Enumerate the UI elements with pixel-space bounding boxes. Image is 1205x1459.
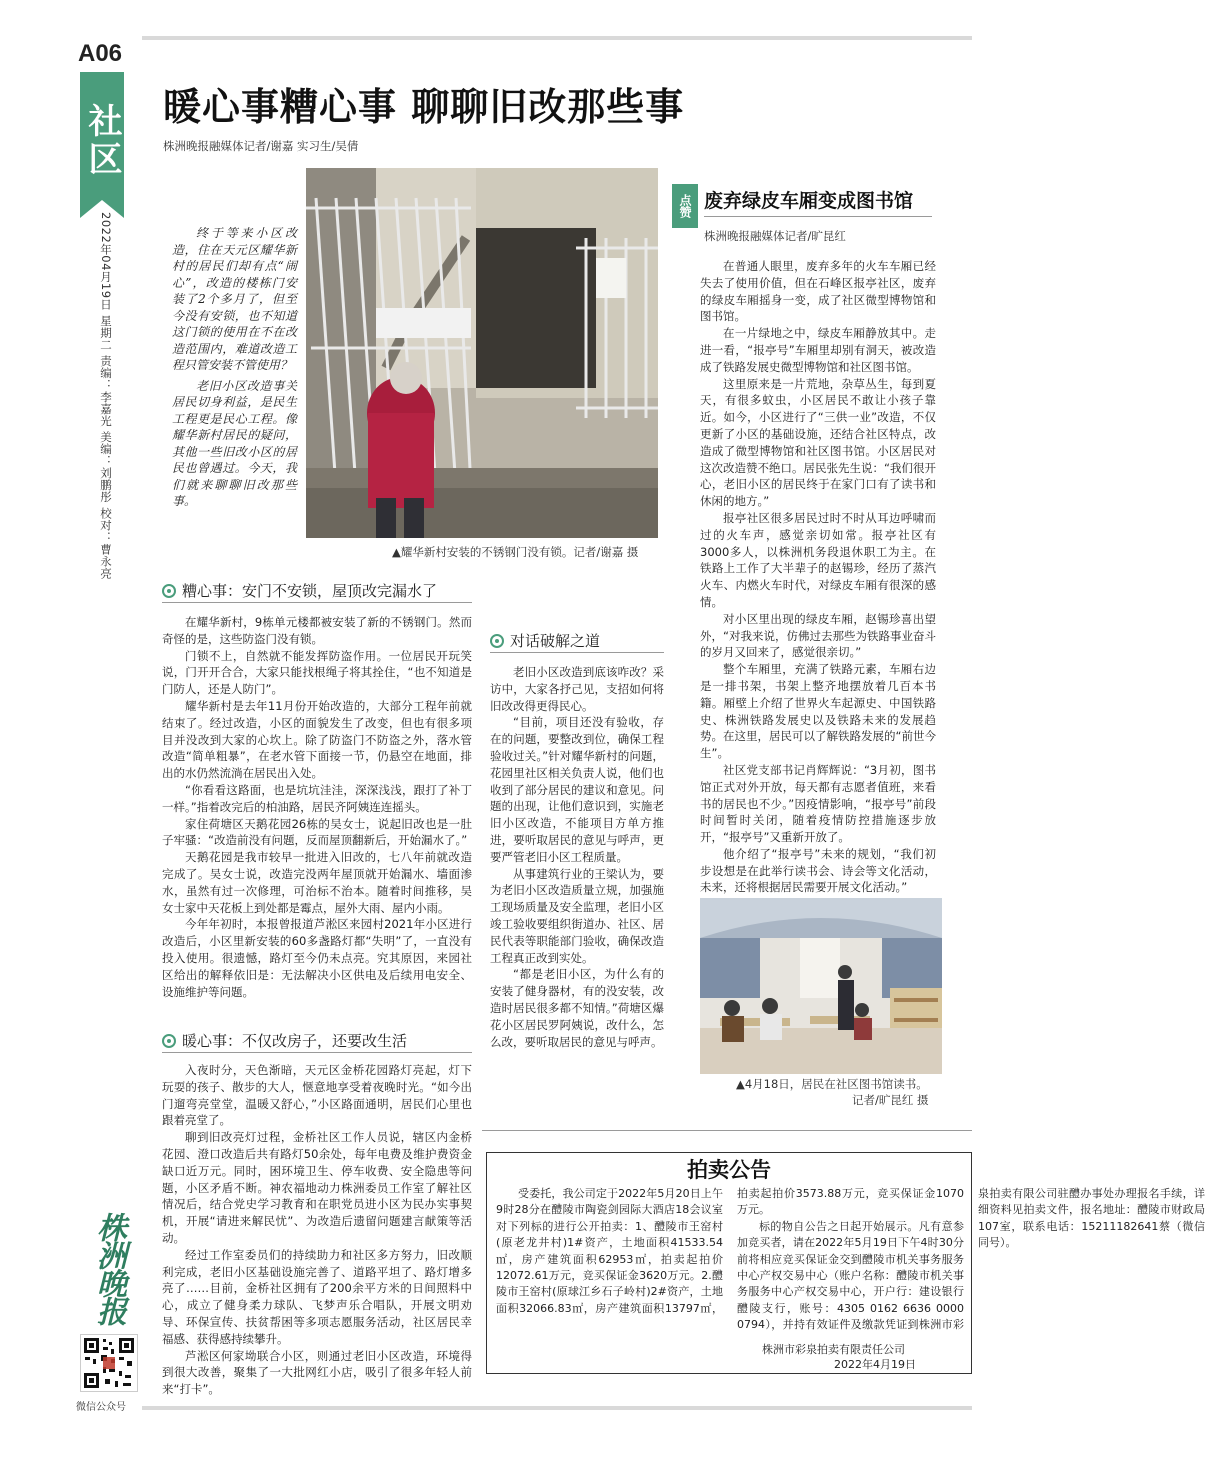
paragraph: 他介绍了“报亭号”未来的规划，“我们初步设想是在此举行读书会、诗会等文化活动，未来，还将根据居民需要开展文化活动。” [700, 846, 936, 895]
qr-code[interactable] [80, 1334, 138, 1392]
paragraph: 在一片绿地之中，绿皮车厢静放其中。走进一看，“报亭号”车厢里却别有洞天，被改造成了铁路发展史微型博物馆和社区图书馆。 [700, 326, 936, 374]
top-rule [142, 36, 972, 40]
paragraph: 经过工作室委员们的持续助力和社区多方努力，旧改顺利完成，老旧小区基础设施完善了、道路平坦了、路灯增多亮了……目前，金桥社区拥有了200余平方米的日间照料中心，成立了健身柔力球队、飞梦声乐合唱队，开展文明劝导、环保宣传、扶贫帮困等多项志愿服务活动，社区居民幸福感、获得感持续攀升。 [162, 1247, 472, 1346]
sidebar-divider [704, 216, 932, 217]
paragraph: 聊到旧改亮灯过程，金桥社区工作人员说，辖区内金桥花园、澄口改造后共有路灯50余处，每年电费及维护费资金缺口近万元。同时，困环境卫生、停车收费、安全隐患等问题，小区矛盾不断。神农福地动力株洲委员工作室了解社区情况后，结合党史学习教育和在职党员进小区为民办实事契机，开展“请进来解民忧”、为改造后遗留问题建言献策等活动。 [162, 1130, 472, 1245]
article-byline: 株洲晚报融媒体记者/谢嘉 实习生/吴倩 [163, 139, 359, 153]
section-heading-text: 暖心事：不仅改房子，还要改生活 [182, 1032, 408, 1050]
paragraph: 今年年初时，本报曾报道芦淞区来园村2021年小区进行改造后，小区里新安装的60多盏路灯都“失明”了，一直没有投入使用。很遗憾，路灯至今仍未点亮。究其原因，来园社区给出的解释依旧是：无法解决小区供电及后续用电安全、设施维护等问题。 [162, 917, 472, 999]
intro-paragraph: 老旧小区改造事关居民切身利益，是民生工程更是民心工程。像耀华新村居民的疑问，其他一些旧改小区的居民也曾遇过。今天，我们就来聊聊旧改那些事。 [172, 378, 297, 508]
paragraph: 受委托，我公司定于2022年5月20日上午9时28分在醴陵市陶瓷剑园际大酒店18会议室对下列标的进行公开拍卖：1、醴陵市王窑村(原老龙井村)1#资产，土地面积41533.54㎡，房产建筑面积62953㎡，拍卖起拍价12072.61万元，竞买保证金3620万元。2.醴陵市王窑村(原球江乡石子岭村)2#资产，土地面积32066.83㎡，房产建筑面积13797㎡，拍卖起拍价3573.88万元，竞买保证金1070万元。 [496, 1187, 964, 1315]
paragraph: 这里原来是一片荒地，杂草丛生，每到夏天，有很多蚊虫，小区居民不敢让小孩子靠近。如今，小区进行了“三供一业”改造，不仅更新了小区的基础设施，还结合社区特点，改造成了微型博物馆和社区图书馆。小区居民对这次改造赞不绝口。居民张先生说：“我们很开心，老旧小区的居民终于在家门口有了读书和休闲的地方。” [700, 376, 936, 509]
paragraph: 芦淞区何家坳联合小区，则通过老旧小区改造，环境得到很大改善，聚集了一大批网红小店，吸引了很多年轻人前来“打卡”。 [162, 1348, 472, 1397]
auction-notice-signature: 株洲市彩泉拍卖有限责任公司 [762, 1343, 905, 1356]
section1-body [162, 614, 472, 999]
library-photo-credit: 记者/旷昆红 摄 [852, 1093, 929, 1107]
section-divider [162, 1052, 472, 1053]
sidebar-title: 废弃绿皮车厢变成图书馆 [704, 190, 914, 212]
column-divider [482, 1130, 972, 1131]
paragraph: 家住荷塘区天鹅花园26栋的吴女士，说起旧改也是一肚子牢骚：“改造前没有问题，反而屋顶翻新后，开始漏水了。” [162, 816, 472, 848]
auction-notice-date: 2022年4月19日 [834, 1358, 916, 1371]
intro-paragraph: 终于等来小区改造，住在天元区耀华新村的居民们却有点“闹心”，改造的楼栋门安装了2个多月了，但至今没有安锁，也不知道这门锁的使用在不在改造范围内，难道改造工程只管安装不管使用？ [172, 226, 297, 372]
paragraph: “目前，项目还没有验收，存在的问题，要整改到位，确保工程验收过关。”针对耀华新村的问题，花园里社区相关负责人说，他们也收到了部分居民的建议和意见。问题的出现，让他们意识到，实施老旧小区改造，不能项目方单方推进，要听取居民的意见与呼声，更要严管老旧小区工程质量。 [490, 715, 664, 864]
gate-photo-illustration [306, 168, 658, 538]
qr-code-icon [81, 1335, 137, 1391]
paragraph: “你看看这路面，也是坑坑洼洼，深深浅浅，跟打了补丁一样。”指着改完后的柏油路，居民齐阿姨连连摇头。 [162, 782, 472, 814]
page-number: A06 [78, 40, 123, 67]
library-photo-caption: ▲4月18日，居民在社区图书馆读书。 [736, 1077, 928, 1091]
auction-notice-body [496, 1186, 1205, 1340]
paragraph: 社区党支部书记肖辉辉说：“3月初，图书馆正式对外开放，每天都有志愿者值班，来看书的居民也不少。”因疫情影响，“报亭号”前段时间暂时关闭，随着疫情防控措施逐步放开，“报亭号”又重新开放了。 [700, 762, 936, 845]
section3-body [490, 664, 664, 1104]
paragraph: 入夜时分，天色渐暗，天元区金桥花园路灯亮起，灯下玩耍的孩子、散步的大人，惬意地享受着夜晚时光。“如今出门遛弯亮堂堂，温暖又舒心，”小区路面通明，居民们心里也跟着亮堂了。 [162, 1063, 472, 1128]
sidebar-byline: 株洲晚报融媒体记者/旷昆红 [704, 229, 846, 243]
section-heading-1 [162, 580, 437, 601]
section-heading-3 [490, 630, 600, 651]
gate-photo-caption: ▲耀华新村安装的不锈钢门没有锁。记者/谢嘉 摄 [392, 545, 639, 559]
sidebar-body [700, 258, 936, 895]
library-photo [700, 898, 942, 1074]
paragraph: 在耀华新村，9栋单元楼都被安装了新的不锈钢门。然而奇怪的是，这些防盗门没有锁。 [162, 615, 472, 646]
section-heading-text: 对话破解之道 [510, 632, 601, 650]
section-heading-2 [162, 1030, 407, 1051]
sidebar-badge: 点赞 [672, 184, 698, 228]
paragraph: 耀华新村是去年11月份开始改造的，大部分工程年前就结束了。经过改造，小区的面貌发生了改变，但也有很多项目并没改到大家的心坎上。除了防盗门不防盗之外，落水管改造“简单粗暴”，在老水管下面接一节，仍悬空在地面，排出的水仍然流淌在居民出入处。 [162, 698, 472, 781]
paragraph: 从事建筑行业的王梁认为，要为老旧小区改造质量立规，加强施工现场质量及安全监理，老旧小区竣工验收要组织街道办、社区、居民代表等职能部门验收，确保改造工程真正改到实处。 [490, 866, 664, 965]
gate-photo [306, 168, 658, 538]
paragraph: 对小区里出现的绿皮车厢，赵锡珍喜出望外，“对我来说，仿佛过去那些为铁路事业奋斗的岁月又回来了，感觉很亲切。” [700, 611, 936, 660]
paragraph: 报亭社区很多居民过时不时从耳边呼啸而过的火车声，感觉亲切如常。报亭社区有3000多人，以株洲机务段退休职工为主。在铁路上工作了大半辈子的赵锡珍，经历了蒸汽火车、内燃火车时代，对绿皮车厢有很深的感情。 [700, 510, 936, 609]
bullet-icon [490, 634, 504, 648]
dateline: 2022年04月19日 星期二 责编：李嘉光 美编：刘鹏彤 校对：曹永亮 [99, 212, 113, 580]
paragraph: 标的物自公告之日起开始展示。凡有意参加竞买者，请在2022年5月19日下午4时30分前将相应竞买保证金交到醴陵市机关事务服务中心产权交易中心（账户名称：醴陵市机关事务服务中心产权交易中心，开户行：建设银行醴陵支行，账号：4305 0162 6636 0000 0794），并持有效证件及缴款凭证到株洲市彩泉拍卖有限公司驻醴办事处办理报名手续，详细资料见拍卖文件，报名地址：醴陵市财政局107室，联系电话：15211182641蔡（微信同号）。 [737, 1187, 1205, 1332]
section-divider [490, 652, 664, 653]
paragraph: 门锁不上，自然就不能发挥防盗作用。一位居民开玩笑说，门开开合合，大家只能找根绳子将其拴住，“也不知道是门防人，还是人防门”。 [162, 648, 472, 697]
paragraph: “都是老旧小区，为什么有的安装了健身器材，有的没安装，改造时居民很多都不知情。”荷塘区爆花小区居民罗阿姨说，改什么，怎么改，要听取居民的意见与呼声。 [490, 967, 664, 1049]
auction-notice-title: 拍卖公告 [687, 1158, 771, 1182]
paragraph: 整个车厢里，充满了铁路元素，车厢右边是一排书架，书架上整齐地摆放着几百本书籍。厢壁上介绍了世界火车起源史、中国铁路史、株洲铁路发展史以及铁路未来的发展趋势。在这里，居民可以了解铁路发展的“前世今生”。 [700, 662, 936, 761]
newspaper-logo: 株洲晚报 [91, 1212, 126, 1324]
section-divider [162, 602, 472, 603]
library-photo-illustration [700, 898, 942, 1074]
section-label: 社区 [80, 72, 124, 200]
page-title: 暖心事糟心事 聊聊旧改那些事 [163, 85, 685, 129]
bottom-rule [142, 1406, 972, 1410]
paragraph: 天鹅花园是我市较早一批进入旧改的，七八年前就改造完成了。吴女士说，改造完没两年屋顶就开始漏水、墙面渗水，虽然有过一次修理，可治标不治本。随着时间推移，吴女士家中天花板上到处都是霉点，屋外大雨、屋内小雨。 [162, 850, 472, 915]
section2-body [162, 1062, 472, 1397]
section-heading-text: 糟心事：安门不安锁，屋顶改完漏水了 [182, 582, 438, 600]
qr-caption: 微信公众号 [76, 1402, 126, 1413]
article-intro [172, 225, 297, 514]
paragraph: 在普通人眼里，废弃多年的火车车厢已经失去了使用价值，但在石峰区报亭社区，废弃的绿皮车厢摇身一变，成了社区微型博物馆和图书馆。 [700, 259, 936, 324]
paragraph: 老旧小区改造到底该咋改？采访中，大家各抒己见，支招如何将旧改改得更得民心。 [490, 665, 664, 713]
bullet-icon [162, 1034, 176, 1048]
bullet-icon [162, 584, 176, 598]
